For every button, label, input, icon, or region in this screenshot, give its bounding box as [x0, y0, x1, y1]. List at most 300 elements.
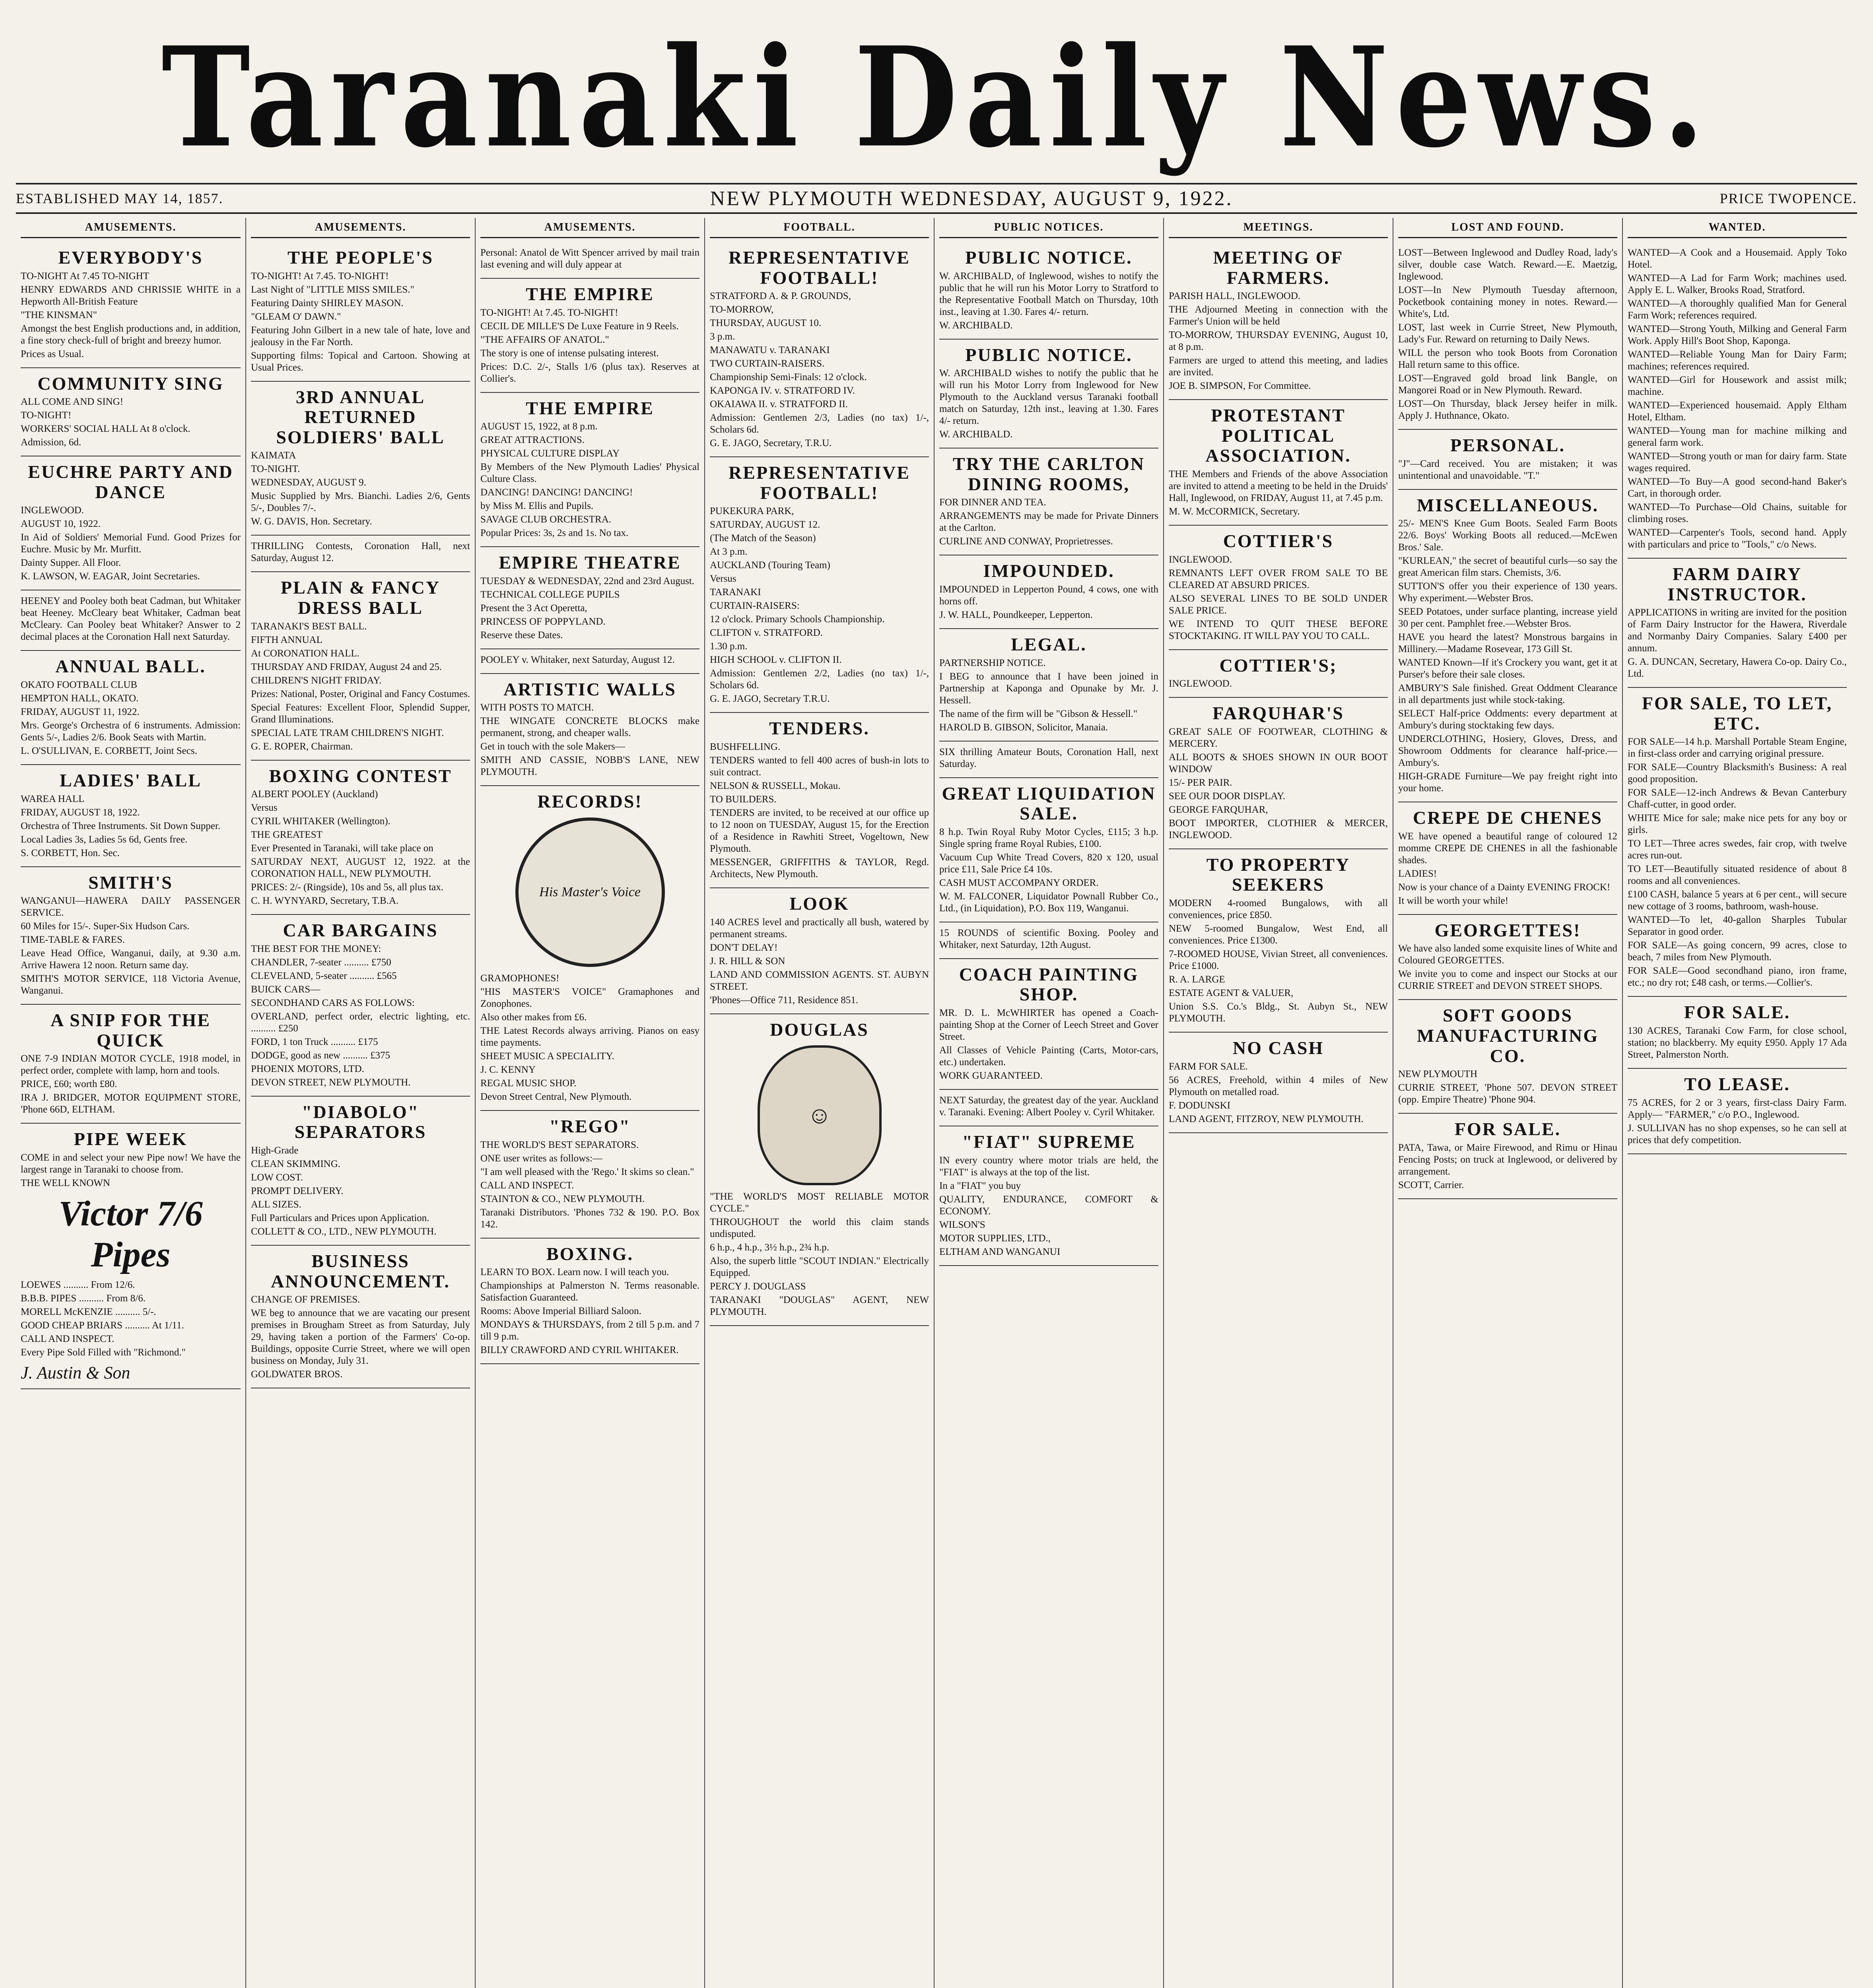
ad-title: BUSINESS ANNOUNCEMENT.	[271, 1250, 450, 1291]
ad-line: FOR DINNER AND TEA.	[939, 497, 1046, 508]
ad-line: SUTTON'S offer you their experience of 130 years. Why experiment.—Webster Bros.	[1398, 581, 1617, 604]
ad-title: SMITH'S	[88, 872, 173, 893]
ad-line: 6 h.p., 4 h.p., 3½ h.p., 2¾ h.p.	[710, 1242, 829, 1253]
ad-line: WORKERS' SOCIAL HALL At 8 o'clock.	[21, 423, 190, 435]
ad-line: SEED Potatoes, under surface planting, increase yield 30 per cent. Pamphlet free.—Webster Bros.	[1398, 606, 1617, 629]
ad-title: LEGAL.	[1011, 634, 1087, 654]
ad-line: THE WORLD'S BEST SEPARATORS.	[480, 1139, 639, 1150]
ad-line: CLIFTON v. STRATFORD.	[710, 627, 823, 639]
ad-line: 1.30 p.m.	[710, 641, 748, 652]
ad-title: MISCELLANEOUS.	[1416, 495, 1599, 515]
ad-line: ELTHAM AND WANGANUI	[939, 1246, 1061, 1257]
ad-line: Supporting films: Topical and Cartoon. Showing at Usual Prices.	[251, 350, 470, 373]
advertisement	[1398, 1114, 1617, 1199]
ad-line: TUESDAY & WEDNESDAY, 22nd and 23rd August.	[480, 575, 695, 586]
ad-line: We have also landed some exquisite lines of White and Coloured GEORGETTES.	[1398, 943, 1617, 966]
ad-line: CURRIE STREET, 'Phone 507. DEVON STREET (opp. Empire Theatre) 'Phone 904.	[1398, 1082, 1617, 1105]
ad-line: HAROLD B. GIBSON, Solicitor, Manaia.	[939, 722, 1108, 733]
ad-line: AUCKLAND (Touring Team)	[710, 560, 830, 571]
ad-line: SHEET MUSIC A SPECIALITY.	[480, 1050, 614, 1062]
ad-line: Personal: Anatol de Witt Spencer arrived by mail train last evening and will duly appear at	[480, 247, 699, 270]
ad-line: We invite you to come and inspect our Stocks at our CURRIE STREET and DEVON STREET SHOPS.	[1398, 969, 1617, 992]
masthead	[16, 12, 1857, 183]
ad-line: LOST—On Thursday, black Jersey heifer in milk. Apply J. Huthnance, Okato.	[1398, 398, 1617, 421]
ad-line: Leave Head Office, Wanganui, daily, at 9.30 a.m. Arrive Hawera 12 noon. Return same day.	[21, 948, 241, 971]
ad-line: LAND AND COMMISSION AGENTS. ST. AUBYN STREET.	[710, 969, 929, 992]
ad-line: THURSDAY AND FRIDAY, August 24 and 25.	[251, 661, 442, 672]
ad-line: W. ARCHIBALD, of Inglewood, wishes to notify the public that he will run his Motor Lorry to Stratford to the Representative Football Match on Thursday, 10th inst., leaving at 1.30. Fares 4/- return.	[939, 270, 1158, 317]
ad-line: AUGUST 10, 1922.	[21, 518, 101, 530]
ad-line: M. W. McCORMICK, Secretary.	[1169, 506, 1300, 517]
ad-line: "GLEAM O' DAWN."	[251, 311, 341, 322]
ad-line: WANTED—Girl for Housework and assist milk; machine.	[1628, 375, 1847, 397]
ad-line: At 3 p.m.	[710, 546, 748, 557]
advertisement	[1398, 915, 1617, 1000]
ad-line: WEDNESDAY, AUGUST 9.	[251, 477, 366, 488]
ad-title: PIPE WEEK	[74, 1129, 188, 1149]
advertisement	[710, 457, 929, 713]
advertisement	[251, 1246, 470, 1388]
ad-line: The name of the firm will be "Gibson & Hessell."	[939, 708, 1138, 719]
ad-line: FOR SALE—As going concern, 99 acres, close to beach, 7 miles from New Plymouth.	[1628, 940, 1847, 963]
advertisement	[21, 1005, 241, 1124]
advertisement	[1628, 997, 1847, 1069]
ad-title: LADIES' BALL	[60, 770, 202, 790]
ad-line: FARM FOR SALE.	[1169, 1061, 1248, 1072]
ad-title: FOR SALE.	[1684, 1002, 1791, 1023]
ad-line: G. E. JAGO, Secretary, T.R.U.	[710, 438, 832, 449]
ad-line: ALBERT POOLEY (Auckland)	[251, 789, 378, 800]
ad-line: SIX thrilling Amateur Bouts, Coronation Hall, next Saturday.	[939, 746, 1158, 769]
column-heading: MEETINGS.	[1169, 218, 1388, 238]
ad-line: AMBURY'S Sale finished. Great Oddment Clearance in all departments just while stock-taking.	[1398, 683, 1617, 706]
ad-line: THE WELL KNOWN	[21, 1177, 110, 1188]
ad-title: TENDERS.	[769, 718, 870, 739]
ad-title: LOOK	[789, 893, 849, 914]
ad-line: Popular Prices: 3s, 2s and 1s. No tax.	[480, 528, 629, 539]
ad-title: TRY THE CARLTON DINING ROOMS,	[952, 454, 1145, 494]
ad-line: NEW PLYMOUTH	[1398, 1069, 1478, 1080]
ad-line: STAINTON & CO., NEW PLYMOUTH.	[480, 1193, 645, 1204]
ad-line: £100 CASH, balance 5 years at 6 per cent., will secure new cottage of 3 rooms, bathroom, wash-house.	[1628, 889, 1847, 912]
advertisement	[251, 761, 470, 915]
ad-line: HAVE you heard the latest? Monstrous bargains in Millinery.—Madame Rosevear, 173 Gill St.	[1398, 632, 1617, 655]
column-heading: PUBLIC NOTICES.	[939, 218, 1158, 238]
ad-line: MANAWATU v. TARANAKI	[710, 345, 830, 356]
ad-line: LEARN TO BOX. Learn now. I will teach you.	[480, 1267, 669, 1278]
ad-line: NEXT Saturday, the greatest day of the year. Auckland v. Taranaki. Evening: Albert Pooley v. Cyril Whitaker.	[939, 1095, 1158, 1118]
ad-line: The story is one of intense pulsating interest.	[480, 348, 659, 359]
ad-line: CALL AND INSPECT.	[21, 1333, 115, 1344]
column-4	[704, 218, 934, 1988]
ad-line: REGAL MUSIC SHOP.	[480, 1077, 577, 1089]
ad-line: G. E. JAGO, Secretary T.R.U.	[710, 693, 830, 705]
advertisement	[710, 242, 929, 457]
ad-line: PHOENIX MOTORS, LTD.	[251, 1063, 364, 1074]
advertisement	[480, 393, 699, 547]
ad-line: POOLEY v. Whitaker, next Saturday, August 12.	[480, 654, 675, 665]
advertisement	[939, 448, 1158, 555]
advertisement	[480, 1239, 699, 1365]
ad-line: SELECT Half-price Oddments: every department at Ambury's during stocktaking few days.	[1398, 708, 1617, 731]
advertisement	[251, 242, 470, 382]
ad-line: 'Phones—Office 711, Residence 851.	[710, 994, 859, 1006]
ad-line: Orchestra of Three Instruments. Sit Down Supper.	[21, 820, 221, 831]
ad-line: THROUGHOUT the world this claim stands undisputed.	[710, 1217, 929, 1240]
ad-line: W. G. DAVIS, Hon. Secretary.	[251, 516, 372, 527]
ad-line: PHYSICAL CULTURE DISPLAY	[480, 448, 620, 459]
ad-line: THURSDAY, AUGUST 10.	[710, 318, 822, 329]
ad-line: WILL the person who took Boots from Coronation Hall return same to this office.	[1398, 348, 1617, 370]
ad-line: HEMPTON HALL, OKATO.	[21, 693, 139, 704]
advertisement	[1628, 688, 1847, 997]
ad-line: WANTED—Experienced housemaid. Apply Eltham Hotel, Eltham.	[1628, 400, 1847, 423]
ad-line: J. C. KENNY	[480, 1064, 536, 1075]
ad-line: CHILDREN'S NIGHT FRIDAY.	[251, 675, 382, 686]
advertisement	[1398, 802, 1617, 915]
ad-line: G. A. DUNCAN, Secretary, Hawera Co-op. Dairy Co., Ltd.	[1628, 656, 1847, 679]
ad-line: GREAT SALE OF FOOTWEAR, CLOTHING & MERCERY.	[1169, 726, 1388, 749]
ad-line: THE BEST FOR THE MONEY:	[251, 943, 381, 954]
ad-line: 75 ACRES, for 2 or 3 years, first-class Dairy Farm. Apply— "FARMER," c/o P.O., Inglewood.	[1628, 1097, 1847, 1120]
advertisement	[21, 1124, 241, 1389]
ad-line: INGLEWOOD.	[1169, 554, 1232, 565]
ad-line: 56 ACRES, Freehold, within 4 miles of New Plymouth on metalled road.	[1169, 1074, 1388, 1097]
ad-line: DEVON STREET, NEW PLYMOUTH.	[251, 1077, 411, 1088]
advertisement	[939, 1126, 1158, 1266]
ad-title: COACH PAINTING SHOP.	[959, 964, 1139, 1005]
column-heading: WANTED.	[1628, 218, 1847, 238]
ad-line: Every Pipe Sold Filled with "Richmond."	[21, 1347, 186, 1358]
ad-line: MONDAYS & THURSDAYS, from 2 till 5 p.m. and 7 till 9 p.m.	[480, 1319, 699, 1342]
ad-line: Present the 3 Act Operetta,	[480, 602, 587, 613]
ad-line: WANTED Known—If it's Crockery you want, get it at Purser's before their sale closes.	[1398, 657, 1617, 680]
ad-line: W. ARCHIBALD.	[939, 429, 1013, 440]
ad-line: BILLY CRAWFORD AND CYRIL WHITAKER.	[480, 1345, 679, 1356]
ad-line: THE WINGATE CONCRETE BLOCKS make permanent, strong, and cheaper walls.	[480, 716, 699, 739]
ad-line: TO-MORROW, THURSDAY EVENING, August 10, at 8 p.m.	[1169, 330, 1388, 353]
ad-line: "KURLEAN," the secret of beautiful curls—so say the great American film stars. Chemists, 3/6.	[1398, 555, 1617, 579]
issue-date: NEW PLYMOUTH WEDNESDAY, AUGUST 9, 1922.	[710, 187, 1233, 210]
ad-line: 15/- PER PAIR.	[1169, 777, 1232, 788]
ad-line: PERCY J. DOUGLASS	[710, 1281, 806, 1292]
ad-line: DANCING! DANCING! DANCING!	[480, 487, 633, 498]
ad-title: TO PROPERTY SEEKERS	[1206, 854, 1350, 895]
ad-line: 8 h.p. Twin Royal Ruby Motor Cycles, £115; 3 h.p. Single spring frame Royal Rubies, £100.	[939, 826, 1158, 849]
his-masters-voice-logo: His Master's Voice	[515, 817, 665, 967]
ad-line: THE Members and Friends of the above Association are invited to attend a meeting to be held in the Druids' Hall, Inglewood, on FRIDAY, August 11, at 7.45 p.m.	[1169, 468, 1388, 503]
ad-line: UNDERCLOTHING, Hosiery, Gloves, Dress, and Showroom Oddments for clearance half-price.—Ambury's.	[1398, 734, 1617, 769]
ad-line: PROMPT DELIVERY.	[251, 1185, 344, 1196]
ad-line: CYRIL WHITAKER (Wellington).	[251, 816, 391, 827]
ad-line: REMNANTS LEFT OVER FROM SALE TO BE CLEARED AT ABSURD PRICES.	[1169, 567, 1388, 590]
ad-line: CHANGE OF PREMISES.	[251, 1294, 360, 1305]
ad-title: CREPE DE CHENES	[1413, 808, 1603, 828]
advertisement	[1169, 526, 1388, 650]
ad-line: CURTAIN-RAISERS:	[710, 600, 800, 612]
ad-line: TO-NIGHT! At 7.45. TO-NIGHT!	[251, 270, 389, 282]
ad-line: Featuring Dainty SHIRLEY MASON.	[251, 297, 404, 309]
ad-title: GEORGETTES!	[1434, 920, 1581, 940]
ad-line: Rooms: Above Imperial Billiard Saloon.	[480, 1306, 641, 1317]
ad-line: LOST—Engraved gold broad link Bangle, on Mangorei Road or in New Plymouth. Reward.	[1398, 373, 1617, 396]
ad-line: CALL AND INSPECT.	[480, 1180, 574, 1191]
ad-line: FOR SALE—14 h.p. Marshall Portable Steam Engine, in first-class order and carrying original pressure.	[1628, 736, 1847, 759]
ad-line: SMITH AND CASSIE, NOBB'S LANE, NEW PLYMOUTH.	[480, 755, 699, 778]
ad-line: MESSENGER, GRIFFITHS & TAYLOR, Regd. Architects, New Plymouth.	[710, 856, 929, 879]
ad-line: ALL BOOTS & SHOES SHOWN IN OUR BOOT WINDOW	[1169, 751, 1388, 775]
column-7	[1393, 218, 1622, 1988]
ad-title: COTTIER'S;	[1219, 655, 1337, 676]
ad-line: Union S.S. Co.'s Bldg., St. Aubyn St., NEW PLYMOUTH.	[1169, 1001, 1388, 1024]
ad-line: LOST—In New Plymouth Tuesday afternoon, Pocketbook containing money in notes. Reward.—White's, Ltd.	[1398, 285, 1617, 319]
ad-line: WANTED—A Lad for Farm Work; machines used. Apply E. L. Walker, Brooks Road, Stratford.	[1628, 273, 1847, 295]
ad-line: HIGH-GRADE Furniture—We pay freight right into your home.	[1398, 771, 1617, 794]
ad-line: GREAT ATTRACTIONS.	[480, 435, 585, 446]
ad-line: QUALITY, ENDURANCE, COMFORT & ECONOMY.	[939, 1194, 1158, 1217]
ad-line: TO-NIGHT At 7.45 TO-NIGHT	[21, 270, 150, 282]
ad-line: WANTED—To let, 40-gallon Sharples Tubular Separator in good order.	[1628, 914, 1847, 938]
advertisement	[1398, 1000, 1617, 1114]
column-heading: AMUSEMENTS.	[251, 218, 470, 238]
ad-line: FOR SALE—12-inch Andrews & Bevan Canterbury Chaff-cutter, in good order.	[1628, 787, 1847, 810]
advertisement	[939, 340, 1158, 449]
ad-line: by Miss M. Ellis and Pupils.	[480, 501, 594, 512]
ad-title: "REGO"	[549, 1116, 631, 1136]
advertisement	[251, 572, 470, 760]
ad-line: Admission: Gentlemen 2/2, Ladies (no tax) 1/-, Scholars 6d.	[710, 668, 929, 691]
ad-line: TWO CURTAIN-RAISERS.	[710, 358, 825, 369]
advertisement	[939, 555, 1158, 629]
ad-line: High-Grade	[251, 1145, 299, 1156]
ad-line: FOR SALE—Good secondhand piano, iron frame, etc.; no dry rot; £48 cash, or terms.—Collier's.	[1628, 965, 1847, 988]
ad-line: It will be worth your while!	[1398, 895, 1509, 906]
ad-line: W. M. FALCONER, Liquidator Pownall Rubber Co., Ltd., (in Liquidation), P.O. Box 119, Wanganui.	[939, 891, 1158, 914]
ad-line: TECHNICAL COLLEGE PUPILS	[480, 589, 620, 600]
ad-line: Featuring John Gilbert in a new tale of hate, love and jealousy in the Far North.	[251, 324, 470, 348]
advertisement	[21, 867, 241, 1005]
ad-line: MR. D. L. McWHIRTER has opened a Coach-painting Shop at the Corner of Leech Street and Gover Street.	[939, 1007, 1158, 1042]
ad-line: In Aid of Soldiers' Memorial Fund. Good Prizes for Euchre. Music by Mr. Murfitt.	[21, 532, 241, 555]
ad-line: PRINCESS OF POPPYLAND.	[480, 616, 606, 627]
ad-line: Also other makes from £6.	[480, 1011, 587, 1023]
ad-line: "THE KINSMAN"	[21, 309, 97, 320]
ad-line: W. ARCHIBALD.	[939, 320, 1013, 331]
ad-line: J. SULLIVAN has no shop expenses, so he can sell at prices that defy competition.	[1628, 1122, 1847, 1145]
ad-line: Now is your chance of a Dainty EVENING FROCK!	[1398, 881, 1611, 893]
ad-line: GEORGE FARQUHAR,	[1169, 804, 1268, 815]
ad-line: SECONDHAND CARS AS FOLLOWS:	[251, 997, 415, 1008]
ad-line: LOST—Between Inglewood and Dudley Road, lady's silver, double case Watch. Reward.—E. Maetzig, Inglewood.	[1398, 247, 1617, 282]
ad-line: TO-NIGHT! At 7.45. TO-NIGHT!	[480, 307, 618, 318]
ad-line: KAPONGA IV. v. STRATFORD IV.	[710, 385, 855, 396]
column-heading: AMUSEMENTS.	[21, 218, 241, 238]
ad-line: K. LAWSON, W. EAGAR, Joint Secretaries.	[21, 571, 200, 582]
ad-line: 15 ROUNDS of scientific Boxing. Pooley and Whitaker, next Saturday, 12th August.	[939, 927, 1158, 950]
ad-title: REPRESENTATIVE FOOTBALL!	[729, 462, 910, 503]
ad-line: OKATO FOOTBALL CLUB	[21, 679, 138, 690]
ad-title: COMMUNITY SING	[37, 373, 224, 394]
ad-line: TARANAKI "DOUGLAS" AGENT, NEW PLYMOUTH.	[710, 1295, 929, 1318]
ad-line: LADIES!	[1398, 868, 1437, 879]
ad-line: Music Supplied by Mrs. Bianchi. Ladies 2/6, Gents 5/-, Doubles 7/-.	[251, 491, 470, 514]
ad-line: Prices: D.C. 2/-, Stalls 1/6 (plus tax). Reserves at Collier's.	[480, 361, 699, 384]
ad-line: WE have opened a beautiful range of coloured 12 momme CREPE DE CHENES in all the fashionable shades.	[1398, 831, 1617, 866]
victor-pipes-logo: Victor 7/6 Pipes	[58, 1194, 203, 1274]
ad-line: L. O'SULLIVAN, E. CORBETT, Joint Secs.	[21, 745, 197, 756]
advertisement	[1169, 698, 1388, 849]
ad-line: Mrs. George's Orchestra of 6 instruments. Admission: Gents 5/-, Ladies 2/6. Book Seats with Martin.	[21, 720, 241, 743]
advertisement	[939, 629, 1158, 742]
ad-line: SATURDAY NEXT, AUGUST 12, 1922. at the CORONATION HALL, NEW PLYMOUTH.	[251, 856, 470, 879]
ad-line: Championships at Palmerston N. Terms reasonable. Satisfaction Guaranteed.	[480, 1280, 699, 1303]
ad-title: EMPIRE THEATRE	[499, 552, 681, 573]
ad-line: TO LET—Beautifully situated residence of about 8 rooms and all conveniences.	[1628, 864, 1847, 887]
ad-line: Special Features: Excellent Floor, Splendid Supper, Grand Illuminations.	[251, 702, 470, 725]
ad-line: COLLETT & CO., LTD., NEW PLYMOUTH.	[251, 1226, 437, 1237]
advertisement	[480, 674, 699, 786]
ad-line: DON'T DELAY!	[710, 942, 778, 953]
ad-line: WANTED—Young man for machine milking and general farm work.	[1628, 425, 1847, 448]
ad-title: REPRESENTATIVE FOOTBALL!	[729, 247, 910, 288]
ad-title: PUBLIC NOTICE.	[965, 344, 1133, 365]
price-note: PRICE TWOPENCE.	[1720, 190, 1857, 206]
ad-line: Local Ladies 3s, Ladies 5s 6d, Gents free.	[21, 834, 188, 845]
advertisement	[710, 1014, 929, 1326]
mascot-face-icon: ☺	[758, 1045, 882, 1185]
ad-line: WORK GUARANTEED.	[939, 1070, 1043, 1081]
ad-line: DODGE, good as new .......... £375	[251, 1050, 390, 1061]
ad-line: At CORONATION HALL.	[251, 648, 359, 659]
ad-title: FOR SALE, TO LET, ETC.	[1642, 693, 1833, 734]
ad-line: CECIL DE MILLE'S De Luxe Feature in 9 Reels.	[480, 320, 679, 332]
ad-line: F. DODUNSKI	[1169, 1100, 1230, 1111]
ad-line: THE Latest Records always arriving. Pianos on easy time payments.	[480, 1025, 699, 1048]
ad-title: SOFT GOODS MANUFACTURING CO.	[1416, 1005, 1599, 1066]
column-heading: LOST AND FOUND.	[1398, 218, 1617, 238]
ad-line: IN every country where motor trials are held, the "FIAT" is always at the top of the list.	[939, 1155, 1158, 1178]
ad-line: IRA J. BRIDGER, MOTOR EQUIPMENT STORE, 'Phone 66D, ELTHAM.	[21, 1092, 241, 1115]
ad-line: NELSON & RUSSELL, Mokau.	[710, 780, 841, 791]
ad-line: I BEG to announce that I have been joined in Partnership at Kaponga and Opunake by Mr. J. Hessell.	[939, 671, 1158, 706]
ad-line: THE Adjourned Meeting in connection with the Farmer's Union will be held	[1169, 304, 1388, 327]
ad-line: MODERN 4-roomed Bungalows, with all conveniences, price £850.	[1169, 897, 1388, 920]
ad-line: FRIDAY, AUGUST 11, 1922.	[21, 706, 140, 717]
advertisement	[1169, 849, 1388, 1033]
advertisement	[21, 368, 241, 457]
ad-line: Prices as Usual.	[21, 348, 84, 359]
ad-title: FOR SALE.	[1454, 1119, 1561, 1140]
ad-line: WANGANUI—HAWERA DAILY PASSENGER SERVICE.	[21, 895, 241, 918]
ad-line: WANTED—Strong Youth, Milking and General Farm Work. Apply Hill's Boot Shop, Kaponga.	[1628, 324, 1847, 346]
column-1	[16, 218, 245, 1988]
ad-line: CHANDLER, 7-seater .......... £750	[251, 957, 391, 968]
ad-line: PUKEKURA PARK,	[710, 506, 794, 517]
ad-line: W. ARCHIBALD wishes to notify the public that he will run his Motor Lorry from Inglewood for New Plymouth to the Auckland versus Taranaki football match on Saturday, 12th inst., leaving at 1.30. Fares 4/- return.	[939, 368, 1158, 427]
ad-title: CAR BARGAINS	[283, 920, 438, 941]
ad-line: TO-MORROW,	[710, 304, 774, 315]
ad-title: A SNIP FOR THE QUICK	[51, 1010, 211, 1050]
ad-title: GREAT LIQUIDATION SALE.	[942, 783, 1156, 824]
advertisement	[251, 1097, 470, 1246]
advertisement	[1169, 650, 1388, 698]
ad-line: "THE WORLD'S MOST RELIABLE MOTOR CYCLE."	[710, 1191, 929, 1214]
ad-line: WANTED—Carpenter's Tools, second hand. Apply with particulars and price to "Tools," c/o News.	[1628, 527, 1847, 550]
ad-line: APPLICATIONS in writing are invited for the position of Farm Dairy Instructor for the Hawera, Riverdale and Normanby Dairy Companies. Salary £400 per annum.	[1628, 607, 1847, 654]
advertisement	[710, 713, 929, 888]
ad-line: Prizes: National, Poster, Original and Fancy Costumes.	[251, 688, 470, 699]
ad-line: WILSON'S	[939, 1219, 985, 1230]
ad-line: MOTOR SUPPLIES, LTD.,	[939, 1233, 1051, 1244]
ad-line: FOR SALE—Country Blacksmith's Business: A real good proposition.	[1628, 762, 1847, 785]
ad-line: In a "FIAT" you buy	[939, 1180, 1021, 1191]
ad-line: By Members of the New Plymouth Ladies' Physical Culture Class.	[480, 462, 699, 485]
ad-line: WANTED—To Purchase—Old Chains, suitable for climbing roses.	[1628, 502, 1847, 524]
ad-line: 25/- MEN'S Knee Gum Boots. Sealed Farm Boots 22/6. Boys' Working Boots all reduced.—McEwen Bros.' Sale.	[1398, 518, 1617, 553]
advertisement	[21, 651, 241, 765]
ad-title: PROTESTANT POLITICAL ASSOCIATION.	[1205, 405, 1351, 466]
ad-line: TARANAKI	[710, 587, 761, 598]
ad-line: SATURDAY, AUGUST 12.	[710, 519, 820, 530]
ad-line: ESTATE AGENT & VALUER,	[1169, 987, 1294, 998]
ad-line: PATA, Tawa, or Maire Firewood, and Rimu or Hinau Fencing Posts; on truck at Inglewood, or delivered by arrangement.	[1398, 1142, 1617, 1177]
ad-line: SAVAGE CLUB ORCHESTRA.	[480, 514, 612, 525]
ad-line: B.B.B. PIPES .......... From 8/6.	[21, 1293, 146, 1304]
ad-line: ONE user writes as follows:—	[480, 1153, 602, 1164]
advertisement	[480, 279, 699, 393]
ad-line: FIFTH ANNUAL	[251, 634, 323, 645]
ad-line: Get in touch with the sole Makers—	[480, 741, 625, 752]
ad-line: Devon Street Central, New Plymouth.	[480, 1091, 632, 1102]
advertisement	[1398, 242, 1617, 430]
ad-line: PRICE, £60; worth £80.	[21, 1079, 117, 1090]
column-2	[245, 218, 475, 1988]
ad-line: ONE 7-9 INDIAN MOTOR CYCLE, 1918 model, in perfect order, complete with lamp, horn and tools.	[21, 1053, 241, 1076]
ad-line: WANTED—A thoroughly qualified Man for General Farm Work; references required.	[1628, 298, 1847, 321]
ad-line: "THE AFFAIRS OF ANATOL."	[480, 334, 609, 345]
ad-line: SPECIAL LATE TRAM CHILDREN'S NIGHT.	[251, 727, 444, 738]
ad-line: WANTED—Strong youth or man for dairy farm. State wages required.	[1628, 451, 1847, 474]
ad-line: J. W. HALL, Poundkeeper, Lepperton.	[939, 609, 1093, 620]
ad-line: GOLDWATER BROS.	[251, 1369, 343, 1380]
ad-title: EVERYBODY'S	[58, 247, 203, 268]
ad-line: PARTNERSHIP NOTICE.	[939, 657, 1046, 668]
ad-line: TO LET—Three acres swedes, fair crop, with twelve acres run-out.	[1628, 838, 1847, 861]
advertisement	[710, 888, 929, 1014]
ad-line: Last Night of "LITTLE MISS SMILES."	[251, 284, 414, 295]
ad-title: PUBLIC NOTICE.	[965, 247, 1133, 268]
ad-line: OVERLAND, perfect order, electric lighting, etc. .......... £250	[251, 1011, 470, 1034]
ad-line: "HIS MASTER'S VOICE" Gramaphones and Zonophones.	[480, 986, 699, 1009]
advertisement	[1169, 242, 1388, 400]
ad-line: WANTED—A Cook and a Housemaid. Apply Toko Hotel.	[1628, 247, 1847, 270]
ad-title: "FIAT" SUPREME	[962, 1131, 1136, 1152]
ad-line: ALL SIZES.	[251, 1199, 301, 1210]
ad-title: NO CASH	[1232, 1037, 1324, 1058]
advertisement	[939, 922, 1158, 959]
ad-title: THE EMPIRE	[526, 284, 654, 304]
ad-line: BUICK CARS—	[251, 984, 321, 995]
advertisement	[251, 382, 470, 536]
ad-line: Ever Presented in Taranaki, will take place on	[251, 843, 433, 854]
ad-line: BUSHFELLING.	[710, 741, 781, 752]
ad-title: PLAIN & FANCY DRESS BALL	[280, 577, 440, 618]
ad-line: Also, the superb little "SCOUT INDIAN." Electrically Equipped.	[710, 1256, 929, 1279]
ad-line: 12 o'clock. Primary Schools Championship.	[710, 614, 885, 625]
ad-line: CURLINE AND CONWAY, Proprietresses.	[939, 536, 1113, 547]
column-3	[475, 218, 704, 1988]
ad-line: HEENEY and Pooley both beat Cadman, but Whitaker beat Heeney. McCleary beat Whitaker, Cadman beat McCleary. Can Pooley beat Whitaker? Answer to 2 decimal places at the Coronation Hall next Saturday.	[21, 596, 241, 643]
